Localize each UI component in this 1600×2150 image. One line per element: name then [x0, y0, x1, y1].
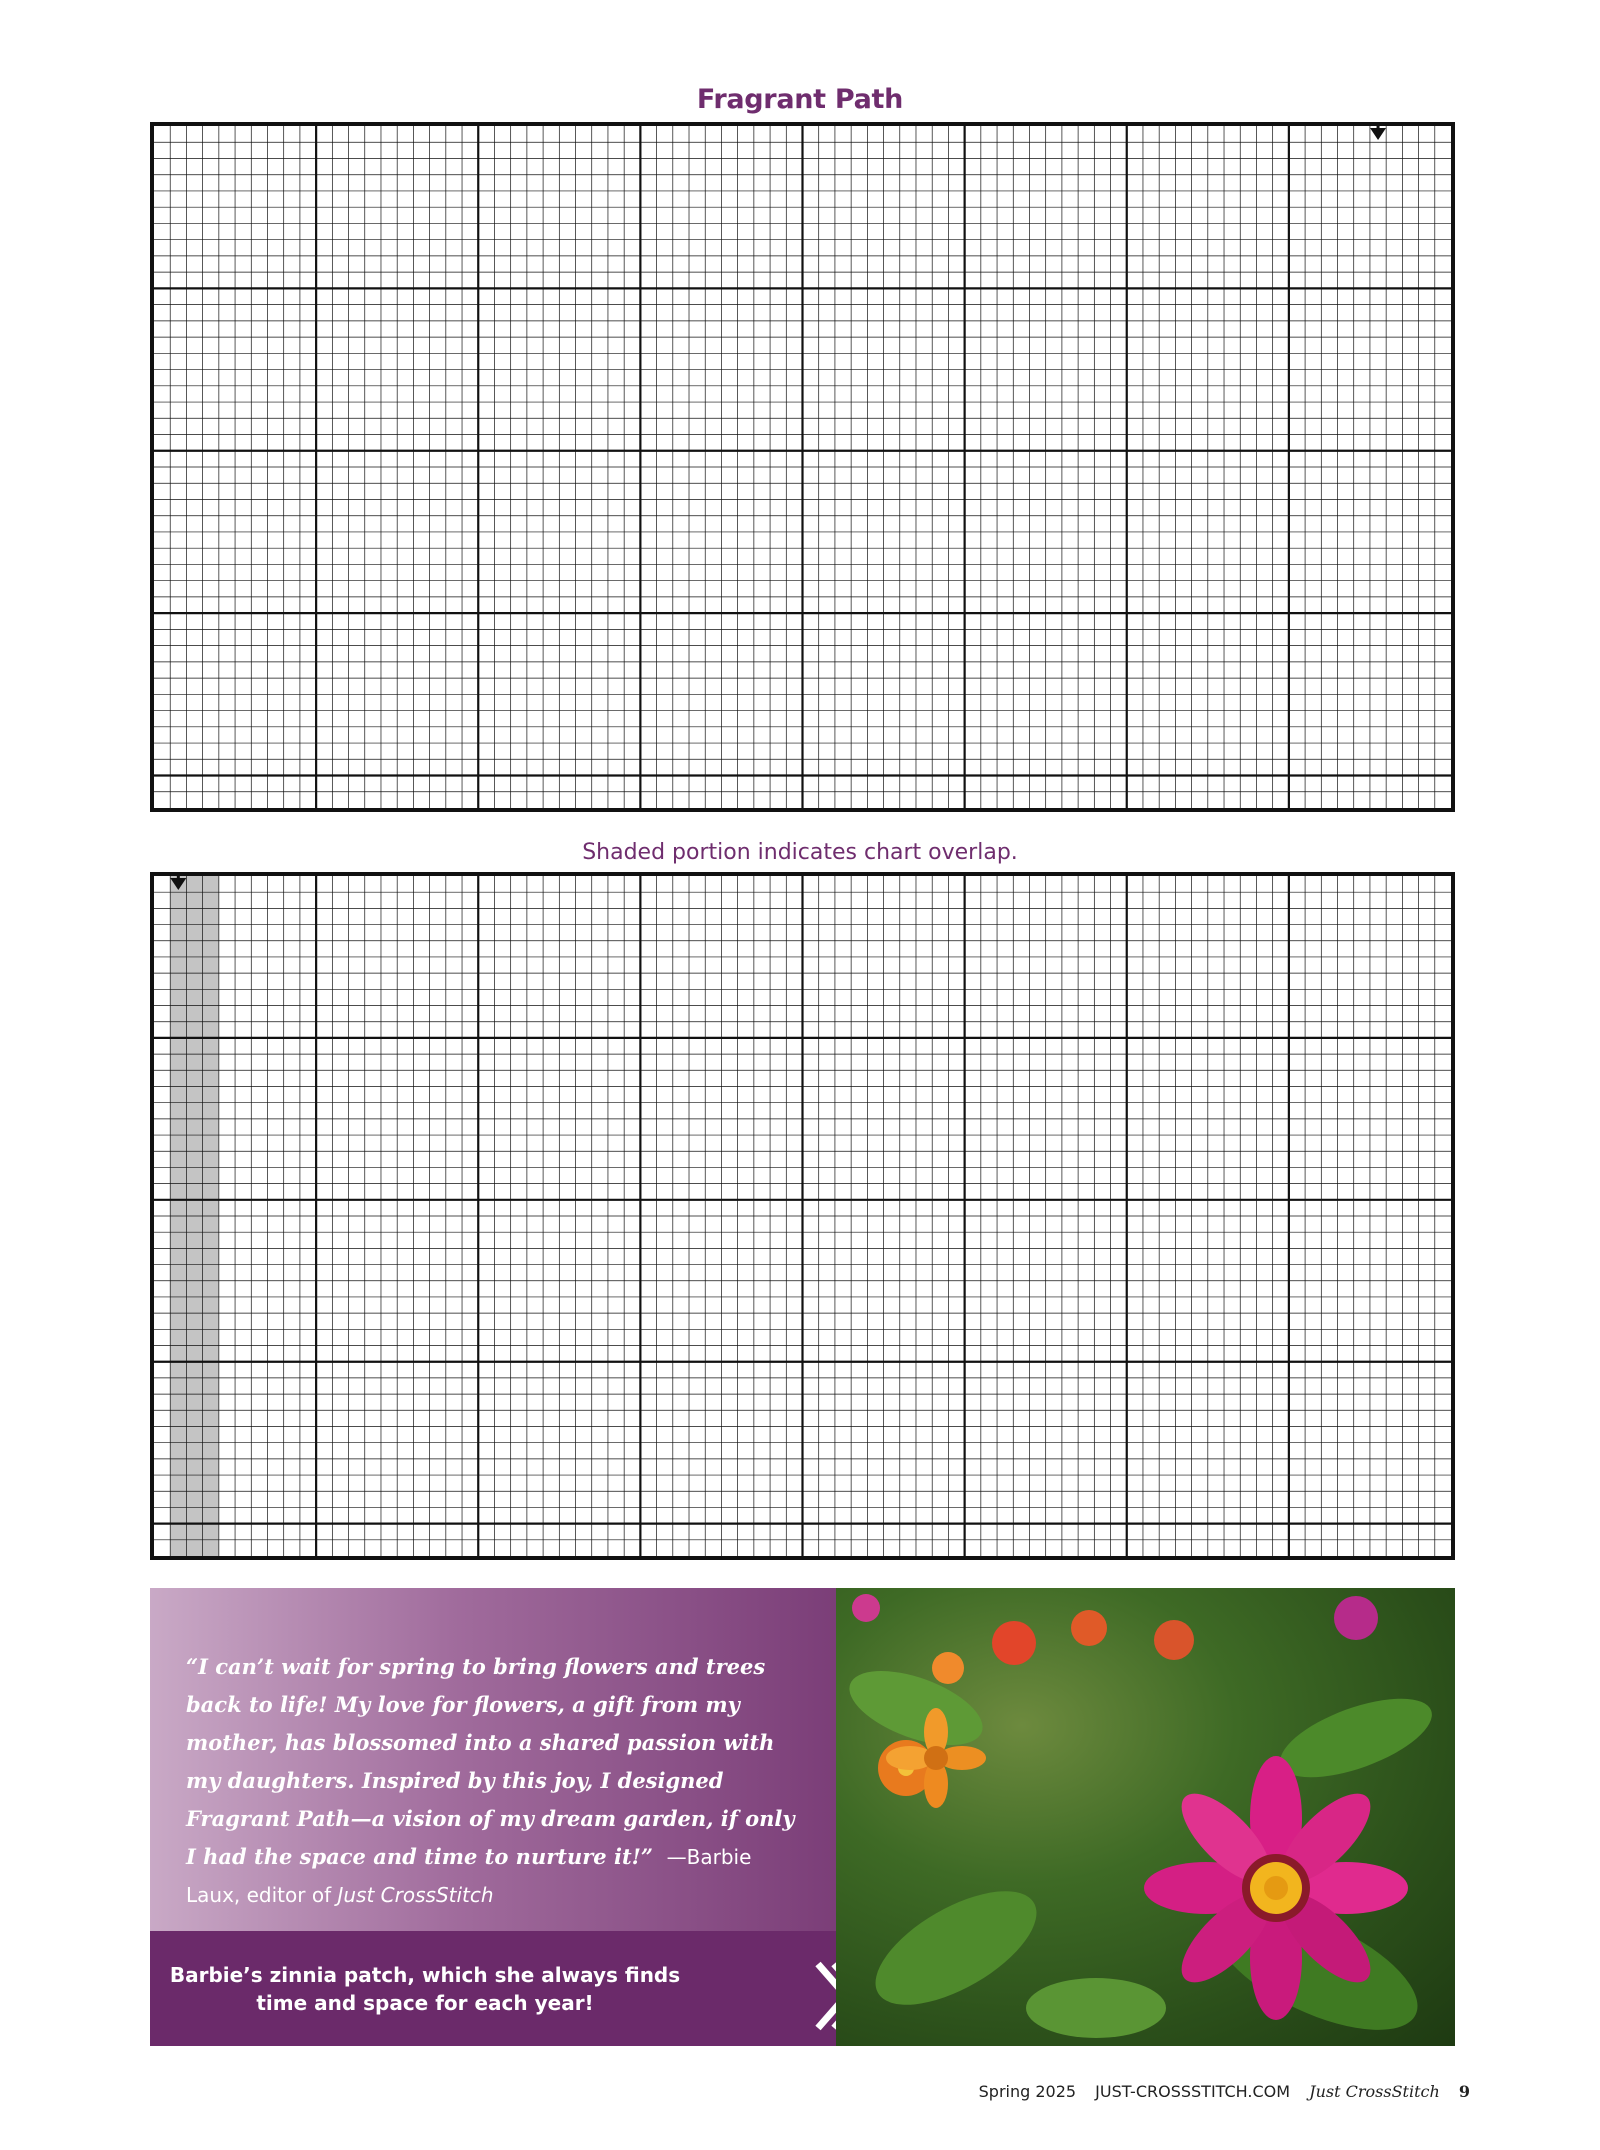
photo-caption: Barbie’s zinnia patch, which she always finds time and space for each year! — [169, 1963, 681, 2015]
chart-title: Fragrant Path — [696, 84, 904, 115]
footer-magazine: Just CrossStitch — [1309, 2082, 1440, 2101]
footer-season: Spring 2025 — [978, 2082, 1077, 2101]
chart-bottom — [150, 872, 1455, 1560]
page-footer — [965, 2082, 1470, 2101]
footer-site: JUST-CROSSSTITCH.COM — [1095, 2082, 1291, 2101]
promo-block — [150, 1588, 1455, 2046]
photo-caption-box — [150, 1931, 836, 2046]
overlap-caption: Shaded portion indicates chart overlap. — [582, 840, 1018, 865]
designer-quote — [186, 1648, 806, 1914]
chart-top-grid — [154, 126, 1451, 808]
chart-bottom-grid — [154, 876, 1451, 1556]
quote-text: “I can’t wait for spring to bring flowers and trees back to life! My love for flowers, a gift from my mother, has blossomed into a shared passion with my daughters. Inspired by this joy, I designed Fragrant Path—a vision of my dream garden, if only I had the space and time to nurture it!” — [186, 1654, 795, 1869]
zinnia-photo — [836, 1588, 1455, 2046]
page-number: 9 — [1458, 2082, 1470, 2101]
quote-panel — [150, 1588, 836, 2046]
zinnia-flower-image — [836, 1588, 1455, 2046]
chart-top — [150, 122, 1455, 812]
quote-attribution: —Barbie Laux, editor of Just CrossStitch — [186, 1845, 752, 1907]
